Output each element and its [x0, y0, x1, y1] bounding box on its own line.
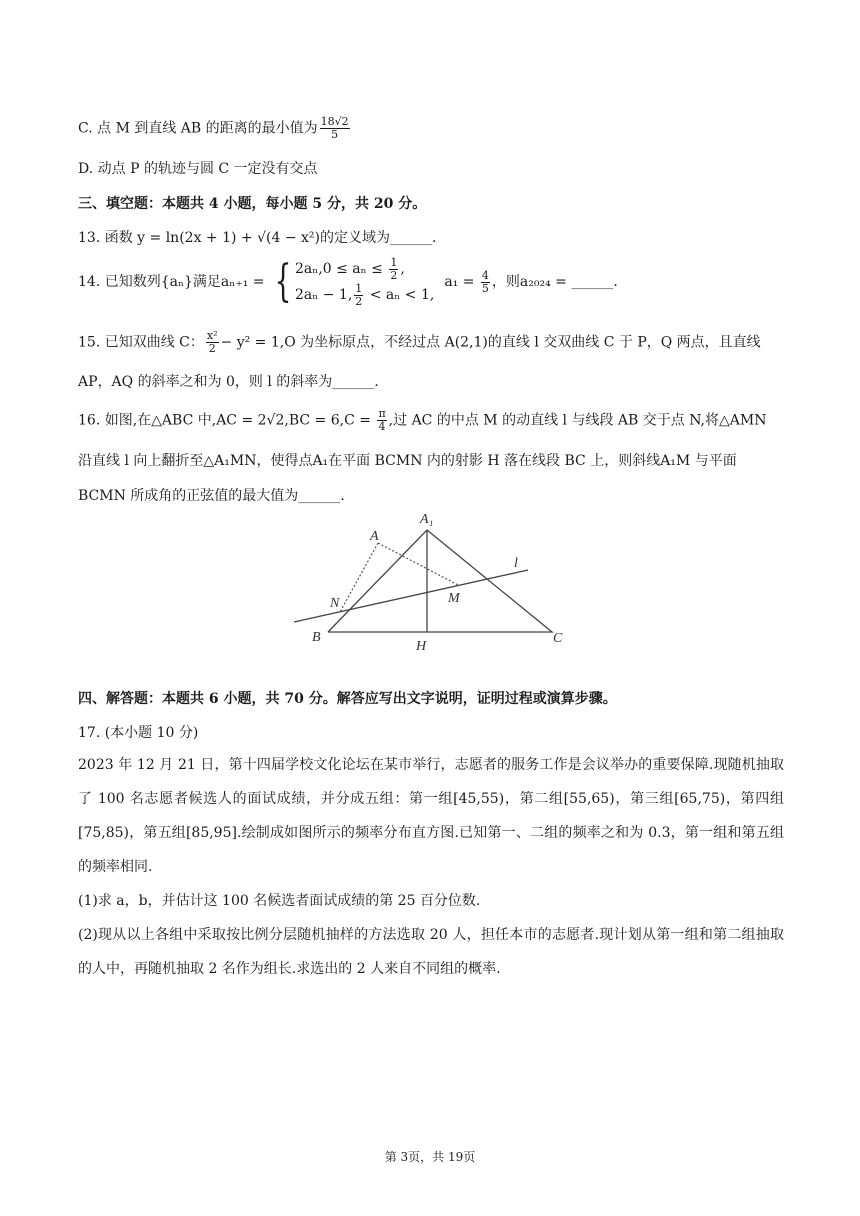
q14-a1-frac: $\frac{4}{5}$	[481, 268, 489, 295]
label-a: A	[370, 529, 379, 544]
question-17-header: 17. (本小题 10 分)	[78, 725, 199, 741]
q16-rest: ,过 AC 的中点 M 的动直线 l 与线段 AB 交于点 N,将△AMN	[388, 412, 767, 429]
question-16-line-3: BCMN 所成角的正弦值的最大值为______.	[78, 488, 345, 504]
label-h: H	[416, 639, 427, 654]
triangle-bca1	[328, 530, 552, 632]
label-a1: A₁	[420, 512, 434, 527]
label-m: M	[448, 591, 460, 606]
dotted-a-m	[378, 543, 458, 585]
q14-suffix: ，则a₂₀₂₄ = ______.	[491, 274, 618, 290]
question-17-sub-1: (1)求 a，b，并估计这 100 名候选者面试成绩的第 25 百分位数.	[78, 893, 481, 909]
option-d: D. 动点 P 的轨迹与圆 C 一定没有交点	[78, 161, 318, 177]
question-17-paragraph: 2023 年 12 月 21 日，第十四届学校文化论坛在某市举行，志愿者的服务工作是会议举办的重要保障.现随机抽取了 100 名志愿者候选人的面试成绩，并分成五组：第一组[45,55)，第二组[55,65)，第三组[65,75)，第四组[75,85)，第五组[85,95].绘制成如图所示的频率分布直方图.已知第一、二组的频率之和为 0.3，第一组和第五组的频率相同.	[78, 757, 784, 875]
section-4-title: 四、解答题：本题共 6 小题，共 70 分。解答应写出文字说明，证明过程或演算步骤。	[78, 691, 617, 707]
q14-case-2-frac: $\frac{1}{2}$	[355, 281, 363, 308]
question-17-sub-2: (2)现从以上各组中采取按比例分层随机抽样的方法选取 20 人，担任本市的志愿者.现计划从第一组和第二组抽取的人中，再随机抽取 2 名作为组长.求选出的 2 人来自不同组的概率.	[78, 927, 784, 977]
label-l: l	[514, 556, 518, 571]
section-3-title: 三、填空题：本题共 4 小题，每小题 5 分，共 20 分。	[78, 196, 427, 212]
question-15-line-2: AP，AQ 的斜率之和为 0，则 l 的斜率为______.	[78, 374, 379, 390]
dotted-a-n	[340, 543, 378, 612]
q14-case-2-end: < aₙ < 1,	[365, 287, 435, 303]
label-b: B	[312, 630, 321, 645]
question-13: 13. 函数 y = ln(2x + 1) + √(4 − x²)的定义域为______.	[78, 230, 437, 246]
option-c-text: C. 点 M 到直线 AB 的距离的最小值为	[78, 120, 318, 137]
q15-rest: − y² = 1,O 为坐标原点，不经过点 A(2,1)的直线 l 交双曲线 C 于 P，Q 两点，且直线	[220, 334, 761, 351]
label-n: N	[330, 596, 340, 611]
q14-case-1-end: ,	[400, 261, 405, 277]
q14-mid: a₁ =	[444, 274, 479, 290]
question-16-line-2: 沿直线 l 向上翻折至△A₁MN，使得点A₁在平面 BCMN 内的射影 H 落在线段 BC 上，则斜线A₁M 与平面	[78, 453, 737, 469]
q14-case-2-text: 2aₙ − 1,	[294, 287, 353, 303]
q15-prefix: 15. 已知双曲线 C：	[78, 334, 204, 351]
option-c-fraction: $\frac{18√2}{5}$	[320, 115, 349, 141]
q14-prefix: 14. 已知数列{aₙ}满足aₙ₊₁ =	[78, 274, 269, 290]
q15-frac: $\frac{\text{x²}}{2}$	[206, 329, 218, 355]
page-footer: 第 3页，共 19页	[384, 1150, 476, 1164]
q14-case-1-frac: $\frac{1}{2}$	[390, 255, 398, 282]
q14-brace: {	[274, 256, 292, 307]
label-c: C	[553, 631, 563, 646]
q16-prefix: 16. 如图,在△ABC 中,AC = 2√2,BC = 6,C =	[78, 412, 376, 429]
q14-case-1-text: 2aₙ,0 ≤ aₙ ≤	[294, 261, 388, 277]
q16-pi-frac: $\frac{\pi}{4}$	[378, 407, 386, 433]
